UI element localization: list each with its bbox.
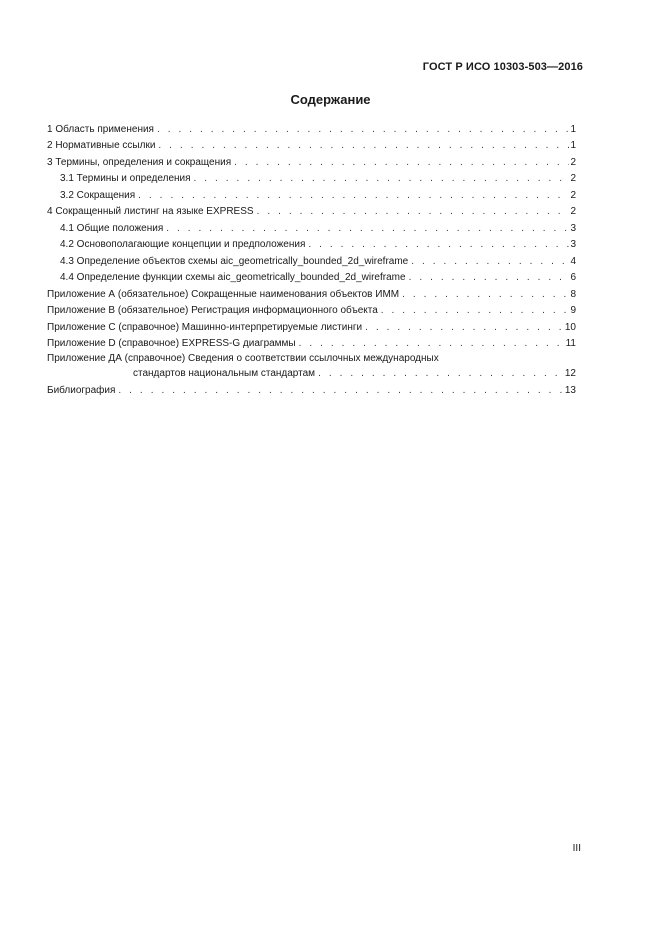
toc-entry-text: 4.3 Определение объектов схемы aic_geometrically_bounded_2d_wireframe bbox=[60, 255, 409, 267]
toc-entry-text: 2 Нормативные ссылки bbox=[47, 140, 156, 151]
toc-entry-normative-references[interactable] bbox=[47, 136, 576, 153]
document-code: ГОСТ Р ИСО 10303-503—2016 bbox=[422, 61, 583, 73]
toc-entry-text: Приложение В (обязательное) Регистрация информационного объекта bbox=[47, 305, 378, 316]
toc-entry-text: 4.2 Основополагающие концепции и предположения bbox=[60, 239, 306, 250]
toc-leader-dots bbox=[299, 337, 565, 350]
toc-entry-bibliography[interactable] bbox=[47, 380, 576, 397]
toc-entry-concepts[interactable] bbox=[47, 235, 576, 252]
toc-entry-page: 1 bbox=[570, 140, 576, 151]
toc-entry-page: 3 bbox=[570, 222, 576, 234]
toc-entry-text: 4 Сокращенный листинг на языке EXPRESS bbox=[47, 206, 254, 217]
toc-entry-terms-definitions[interactable] bbox=[47, 169, 576, 186]
toc-entry-text: Приложение ДА (справочное) Сведения о соответствии ссылочных международных bbox=[47, 353, 439, 364]
toc-entry-terms[interactable] bbox=[47, 152, 576, 169]
toc-entry-text: 1 Область применения bbox=[47, 123, 154, 135]
toc-entry-page: 2 bbox=[570, 156, 576, 168]
page-number: III bbox=[572, 843, 581, 854]
toc-entry-page: 1 bbox=[570, 123, 576, 135]
toc-entry-text: Приложение С (справочное) Машинно-интерпретируемые листинги bbox=[47, 321, 363, 333]
toc-entry-general[interactable] bbox=[47, 218, 576, 235]
toc-entry-text: 4.4 Определение функции схемы aic_geometrically_bounded_2d_wireframe bbox=[60, 272, 406, 283]
toc-leader-dots bbox=[194, 172, 570, 185]
toc-leader-dots bbox=[158, 139, 569, 152]
toc-entry-page: 2 bbox=[570, 173, 576, 184]
toc-leader-dots bbox=[118, 384, 563, 397]
toc-entry-text: Приложение D (справочное) EXPRESS-G диаграммы bbox=[47, 338, 296, 349]
toc-leader-dots bbox=[166, 222, 569, 235]
toc-entry-text: Приложение А (обязательное) Сокращенные наименования объектов ИММ bbox=[47, 288, 400, 300]
toc-entry-page: 4 bbox=[570, 255, 576, 267]
toc-entry-scope[interactable] bbox=[47, 119, 576, 136]
toc-leader-dots bbox=[411, 255, 569, 268]
toc-entry-text: 4.1 Общие положения bbox=[60, 222, 164, 234]
toc-entry-annex-da[interactable] bbox=[47, 350, 576, 380]
toc-entry-text: 3 Термины, определения и сокращения bbox=[47, 156, 232, 168]
toc-entry-text-continued: стандартов национальным стандартам bbox=[133, 368, 316, 379]
toc-leader-dots bbox=[381, 304, 570, 317]
toc-entry-page: 11 bbox=[565, 338, 576, 349]
toc-entry-entity-definitions[interactable] bbox=[47, 251, 576, 268]
toc-entry-annex-c[interactable] bbox=[47, 317, 576, 334]
toc-entry-page: 9 bbox=[570, 305, 576, 316]
toc-entry-page: 10 bbox=[564, 321, 576, 333]
toc-leader-dots bbox=[308, 238, 569, 251]
toc-entry-page: 3 bbox=[570, 239, 576, 250]
toc-entry-annex-a[interactable] bbox=[47, 284, 576, 301]
toc-title: Содержание bbox=[290, 92, 371, 107]
toc-entry-text: Библиография bbox=[47, 384, 116, 396]
toc-entry-text: 3.2 Сокращения bbox=[60, 189, 136, 201]
toc-leader-dots bbox=[257, 205, 570, 218]
toc-entry-page: 13 bbox=[564, 384, 576, 396]
table-of-contents bbox=[47, 119, 576, 397]
toc-entry-page: 8 bbox=[570, 288, 576, 300]
toc-leader-dots bbox=[402, 288, 569, 301]
toc-entry-abbreviations[interactable] bbox=[47, 185, 576, 202]
toc-entry-page: 6 bbox=[570, 272, 576, 283]
toc-entry-express-listing[interactable] bbox=[47, 202, 576, 219]
toc-leader-dots bbox=[409, 271, 570, 284]
toc-entry-annex-d[interactable] bbox=[47, 334, 576, 351]
toc-leader-dots bbox=[138, 189, 569, 202]
toc-entry-page: 2 bbox=[570, 206, 576, 217]
toc-entry-text: 3.1 Термины и определения bbox=[60, 173, 191, 184]
toc-leader-dots bbox=[365, 321, 564, 334]
toc-entry-page: 2 bbox=[570, 189, 576, 201]
toc-entry-function-definitions[interactable] bbox=[47, 268, 576, 285]
toc-leader-dots bbox=[234, 156, 569, 169]
toc-entry-page: 12 bbox=[564, 368, 576, 379]
toc-leader-dots bbox=[318, 367, 564, 380]
toc-entry-annex-b[interactable] bbox=[47, 301, 576, 318]
toc-leader-dots bbox=[157, 123, 569, 136]
